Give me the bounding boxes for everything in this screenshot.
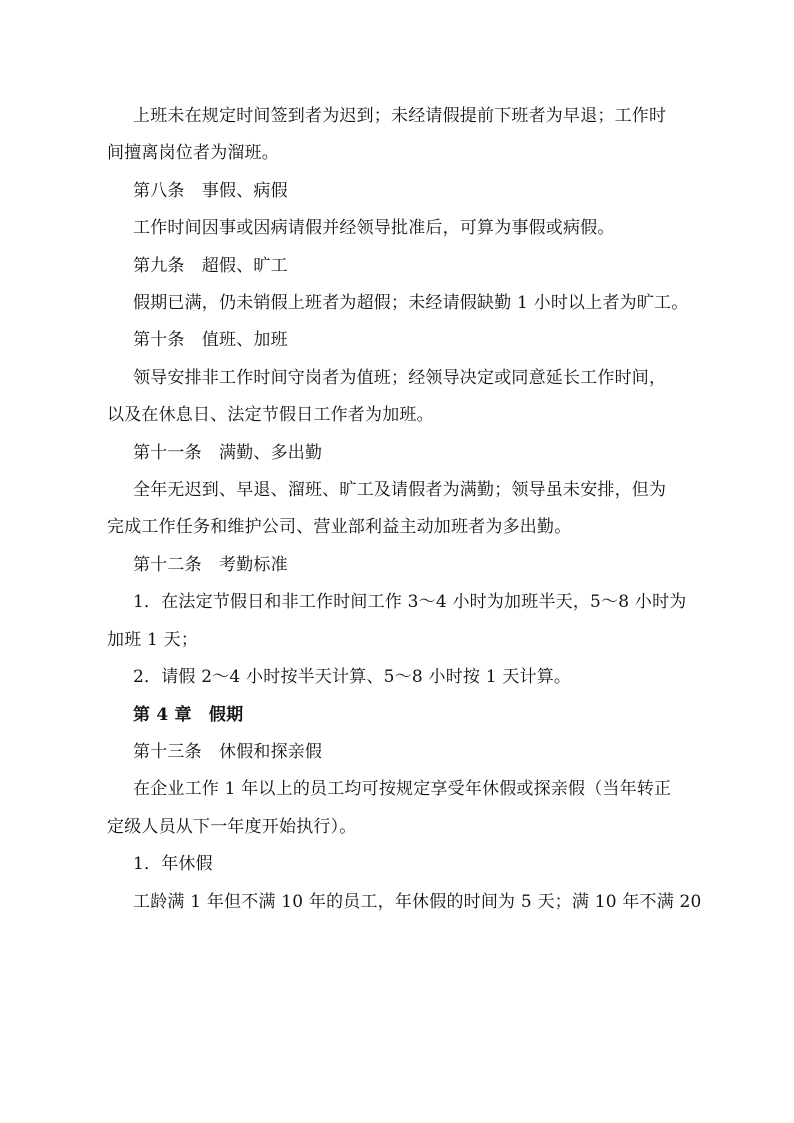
paragraph-line: 在企业工作 1 年以上的员工均可按规定享受年休假或探亲假（当年转正 (133, 779, 672, 800)
article-title-13: 第十三条 休假和探亲假 (133, 741, 323, 762)
paragraph-line: 工龄满 1 年但不满 10 年的员工，年休假的时间为 5 天；满 10 年不满 20 (133, 891, 702, 912)
list-item-line: 1．年休假 (133, 854, 213, 875)
article-title-8: 第八条 事假、病假 (133, 180, 288, 201)
paragraph-line: 上班未在规定时间签到者为迟到；未经请假提前下班者为早退；工作时 (133, 106, 667, 126)
list-item-continuation-line: 加班 1 天； (107, 629, 199, 650)
paragraph-continuation-line: 定级人员从下一年度开始执行）。 (107, 816, 357, 837)
paragraph-line: 假期已满，仍未销假上班者为超假；未经请假缺勤 1 小时以上者为旷工。 (133, 293, 689, 314)
list-item-line: 2．请假 2～4 小时按半天计算、5～8 小时按 1 天计算。 (133, 667, 572, 688)
chapter-heading: 第 4 章 假期 (133, 704, 244, 725)
article-title-10: 第十条 值班、加班 (133, 330, 288, 351)
paragraph-continuation-line: 以及在休息日、法定节假日工作者为加班。 (107, 405, 434, 426)
document-body (107, 98, 723, 921)
article-title-12: 第十二条 考勤标准 (133, 554, 288, 575)
paragraph-line: 领导安排非工作时间守岗者为值班；经领导决定或同意延长工作时间， (133, 367, 667, 388)
paragraph-continuation-line: 完成工作任务和维护公司、营业部利益主动加班者为多出勤。 (107, 517, 572, 538)
article-title-11: 第十一条 满勤、多出勤 (133, 442, 323, 463)
article-title-9: 第九条 超假、旷工 (133, 255, 288, 276)
paragraph-line: 工作时间因事或因病请假并经领导批准后，可算为事假或病假。 (133, 218, 615, 239)
list-item-line: 1．在法定节假日和非工作时间工作 3～4 小时为加班半天，5～8 小时为 (133, 592, 687, 613)
paragraph-line: 全年无迟到、早退、溜班、旷工及请假者为满勤；领导虽未安排，但为 (133, 480, 667, 501)
paragraph-continuation-line: 间擅离岗位者为溜班。 (107, 143, 279, 164)
